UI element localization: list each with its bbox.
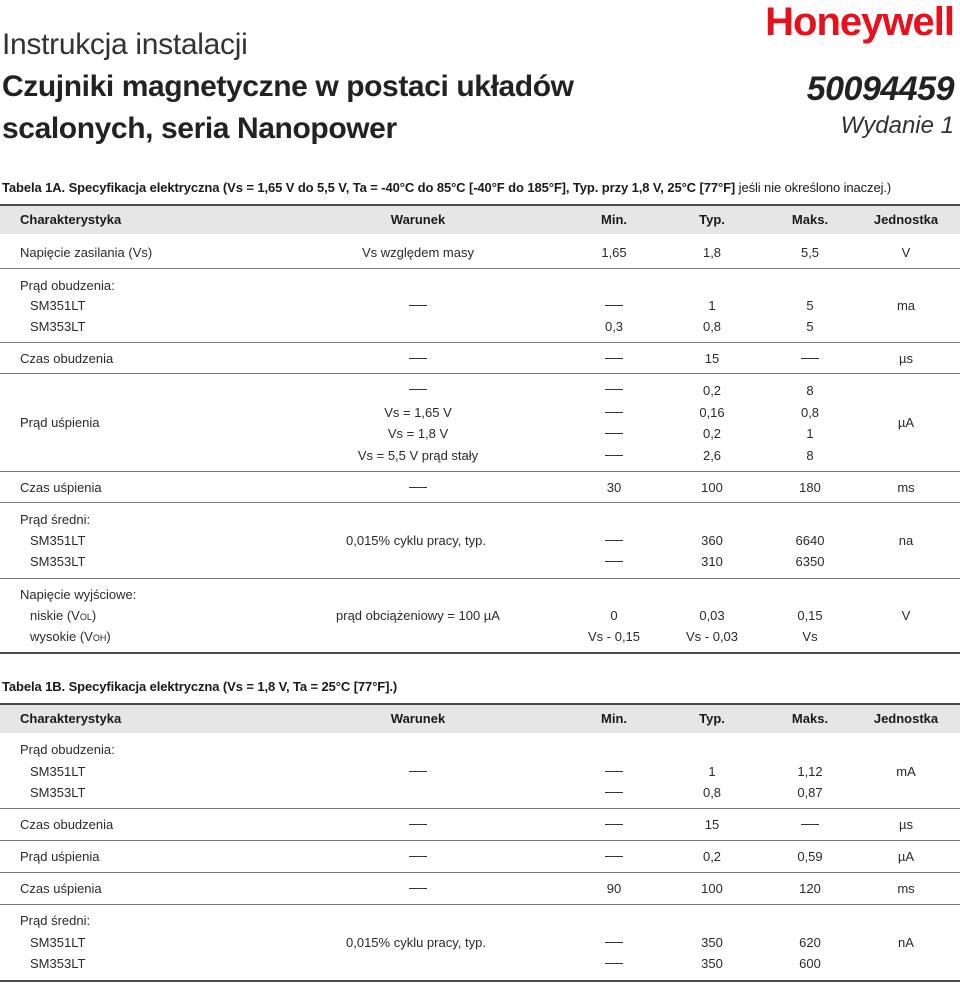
cell-condition: prąd obciążeniowy = 100 µA — [336, 608, 500, 623]
cell-unit: µA — [897, 415, 915, 430]
empty-dash — [409, 389, 427, 390]
sublabel-close: ) — [91, 608, 97, 623]
cell-max: 1,12 — [797, 764, 823, 779]
cell-unit: ma — [896, 298, 916, 313]
row-sublabel: SM353LT — [30, 956, 86, 971]
cell-typ: 0,03 — [699, 608, 725, 623]
table-1a-caption-bold: Tabela 1A. Specyfikacja elektryczna (Vs = 1,65 V do 5,5 V, Ta = -40°C do 85°C [-40°F do 185°F], Typ. przy 1,8 V, 25°C [77°F] — [2, 180, 736, 195]
col-header-unit: Jednostka — [873, 212, 939, 227]
edition-label: Wydanie 1 — [840, 112, 954, 139]
subscript: OL — [79, 612, 92, 622]
row-label: Napięcie wyjściowe: — [20, 587, 137, 602]
empty-dash — [409, 305, 427, 306]
row-divider — [0, 502, 960, 503]
empty-dash — [605, 942, 623, 943]
cell-unit: V — [901, 608, 911, 623]
row-sublabel: SM351LT — [30, 935, 86, 950]
empty-dash — [605, 963, 623, 964]
cell-max: 8 — [806, 448, 814, 463]
col-header-condition: Warunek — [390, 212, 446, 227]
cell-min: 30 — [606, 480, 622, 495]
cell-typ: 15 — [704, 817, 720, 832]
cell-min: 90 — [606, 881, 622, 896]
empty-dash — [801, 358, 819, 359]
cell-typ: 0,16 — [699, 405, 725, 420]
cell-max: 8 — [806, 383, 814, 398]
empty-dash — [605, 455, 623, 456]
empty-dash — [605, 540, 623, 541]
cell-typ: 1 — [708, 764, 716, 779]
row-label: Prąd średni: — [20, 913, 91, 928]
cell-max: 5,5 — [800, 245, 820, 260]
sublabel-text: niskie (V — [30, 608, 80, 623]
row-divider — [0, 904, 960, 905]
row-label: Prąd obudzenia: — [20, 278, 115, 293]
cell-max: 1 — [806, 426, 814, 441]
empty-dash — [605, 561, 623, 562]
row-divider — [0, 808, 960, 809]
cell-typ: 350 — [701, 956, 723, 971]
cell-unit: na — [898, 533, 914, 548]
empty-dash — [409, 771, 427, 772]
col-header-condition: Warunek — [390, 711, 446, 726]
row-divider — [0, 872, 960, 873]
empty-dash — [409, 856, 427, 857]
cell-typ: 100 — [701, 480, 723, 495]
cell-condition: Vs = 1,8 V — [387, 426, 449, 441]
row-sublabel: SM351LT — [30, 533, 86, 548]
table-1b-header — [0, 703, 960, 733]
cell-max: 180 — [799, 480, 821, 495]
empty-dash — [409, 487, 427, 488]
document-title-line1: Czujniki magnetyczne w postaci układów — [2, 70, 574, 103]
empty-dash — [605, 856, 623, 857]
cell-max: 6350 — [795, 554, 825, 569]
cell-typ: 0,2 — [702, 849, 722, 864]
row-label: Prąd obudzenia: — [20, 742, 115, 757]
col-header-max: Maks. — [791, 212, 829, 227]
cell-typ: 1 — [708, 298, 716, 313]
col-header-typ: Typ. — [699, 212, 725, 227]
sublabel-text: wysokie (V — [30, 629, 93, 644]
row-label: Prąd uśpienia — [20, 849, 100, 864]
empty-dash — [801, 824, 819, 825]
document-title-line2: scalonych, seria Nanopower — [2, 112, 397, 145]
col-header-min: Min. — [601, 711, 627, 726]
cell-min: 0,3 — [604, 319, 624, 334]
cell-unit: µs — [899, 817, 913, 832]
row-sublabel: SM353LT — [30, 785, 86, 800]
cell-max: 6640 — [795, 533, 825, 548]
row-label: Napięcie zasilania (Vs) — [20, 245, 153, 260]
empty-dash — [409, 888, 427, 889]
empty-dash — [409, 824, 427, 825]
cell-typ: 310 — [701, 554, 723, 569]
empty-dash — [409, 358, 427, 359]
cell-unit: µA — [897, 849, 915, 864]
cell-max: 0,15 — [797, 608, 823, 623]
row-sublabel — [30, 629, 111, 646]
cell-typ: 100 — [701, 881, 723, 896]
cell-condition: Vs względem masy — [362, 245, 474, 260]
row-sublabel: SM351LT — [30, 764, 86, 779]
table-1a-caption — [2, 180, 891, 195]
cell-max: 600 — [799, 956, 821, 971]
cell-typ: 0,8 — [702, 785, 722, 800]
cell-max: Vs — [802, 629, 818, 644]
empty-dash — [605, 412, 623, 413]
cell-typ: 1,8 — [702, 245, 722, 260]
row-sublabel: SM353LT — [30, 554, 86, 569]
document-number: 50094459 — [806, 70, 954, 108]
col-header-min: Min. — [601, 212, 627, 227]
cell-max: 5 — [806, 319, 814, 334]
empty-dash — [605, 771, 623, 772]
cell-condition: Vs = 1,65 V — [384, 405, 452, 420]
cell-unit: ms — [897, 881, 915, 896]
sublabel-close: ) — [106, 629, 111, 644]
cell-unit: V — [901, 245, 911, 260]
cell-condition: 0,015% cyklu pracy, typ. — [346, 935, 486, 950]
row-divider — [0, 342, 960, 343]
row-divider — [0, 373, 960, 374]
row-divider — [0, 578, 960, 579]
empty-dash — [605, 433, 623, 434]
cell-typ: 15 — [704, 351, 720, 366]
cell-min: Vs - 0,15 — [587, 629, 641, 644]
row-sublabel: SM353LT — [30, 319, 86, 334]
row-sublabel: SM351LT — [30, 298, 86, 313]
col-header-max: Maks. — [791, 711, 829, 726]
row-label: Czas obudzenia — [20, 351, 114, 366]
row-divider — [0, 840, 960, 841]
empty-dash — [605, 358, 623, 359]
cell-max: 0,87 — [797, 785, 823, 800]
cell-condition: Vs = 5,5 V prąd stały — [357, 448, 479, 463]
cell-max: 5 — [806, 298, 814, 313]
empty-dash — [605, 389, 623, 390]
cell-min: 0 — [610, 608, 618, 623]
col-header-characteristic: Charakterystyka — [20, 711, 122, 726]
col-header-unit: Jednostka — [873, 711, 939, 726]
table-bottom-rule — [0, 652, 960, 654]
col-header-characteristic: Charakterystyka — [20, 212, 122, 227]
table-1a-header — [0, 204, 960, 234]
col-header-typ: Typ. — [699, 711, 725, 726]
empty-dash — [605, 792, 623, 793]
row-label: Prąd uśpienia — [20, 415, 100, 430]
row-sublabel — [30, 608, 96, 625]
cell-typ: 0,2 — [702, 426, 722, 441]
cell-typ: 2,6 — [702, 448, 722, 463]
cell-typ: 360 — [701, 533, 723, 548]
subscript: OH — [92, 633, 107, 643]
cell-unit: mA — [896, 764, 916, 779]
cell-min: 1,65 — [601, 245, 627, 260]
cell-unit: µs — [899, 351, 913, 366]
table-1a-caption-note: jeśli nie określono inaczej.) — [735, 180, 892, 195]
table-bottom-rule — [0, 980, 960, 982]
table-1b-caption: Tabela 1B. Specyfikacja elektryczna (Vs = 1,8 V, Ta = 25°C [77°F].) — [2, 679, 398, 694]
cell-typ: 0,8 — [702, 319, 722, 334]
cell-unit: nA — [898, 935, 914, 950]
empty-dash — [605, 824, 623, 825]
honeywell-logo: Honeywell — [765, 0, 954, 44]
row-label: Czas obudzenia — [20, 817, 114, 832]
cell-max: 120 — [799, 881, 821, 896]
row-label: Prąd średni: — [20, 512, 91, 527]
document-type: Instrukcja instalacji — [2, 28, 248, 61]
cell-typ: 350 — [701, 935, 723, 950]
cell-typ: 0,2 — [702, 383, 722, 398]
cell-unit: ms — [897, 480, 915, 495]
row-label: Czas uśpienia — [20, 480, 102, 495]
cell-typ: Vs - 0,03 — [685, 629, 739, 644]
cell-max: 620 — [799, 935, 821, 950]
cell-condition: 0,015% cyklu pracy, typ. — [346, 533, 486, 548]
row-label: Czas uśpienia — [20, 881, 102, 896]
row-divider — [0, 268, 960, 269]
cell-max: 0,59 — [797, 849, 823, 864]
empty-dash — [605, 305, 623, 306]
cell-max: 0,8 — [800, 405, 820, 420]
row-divider — [0, 471, 960, 472]
